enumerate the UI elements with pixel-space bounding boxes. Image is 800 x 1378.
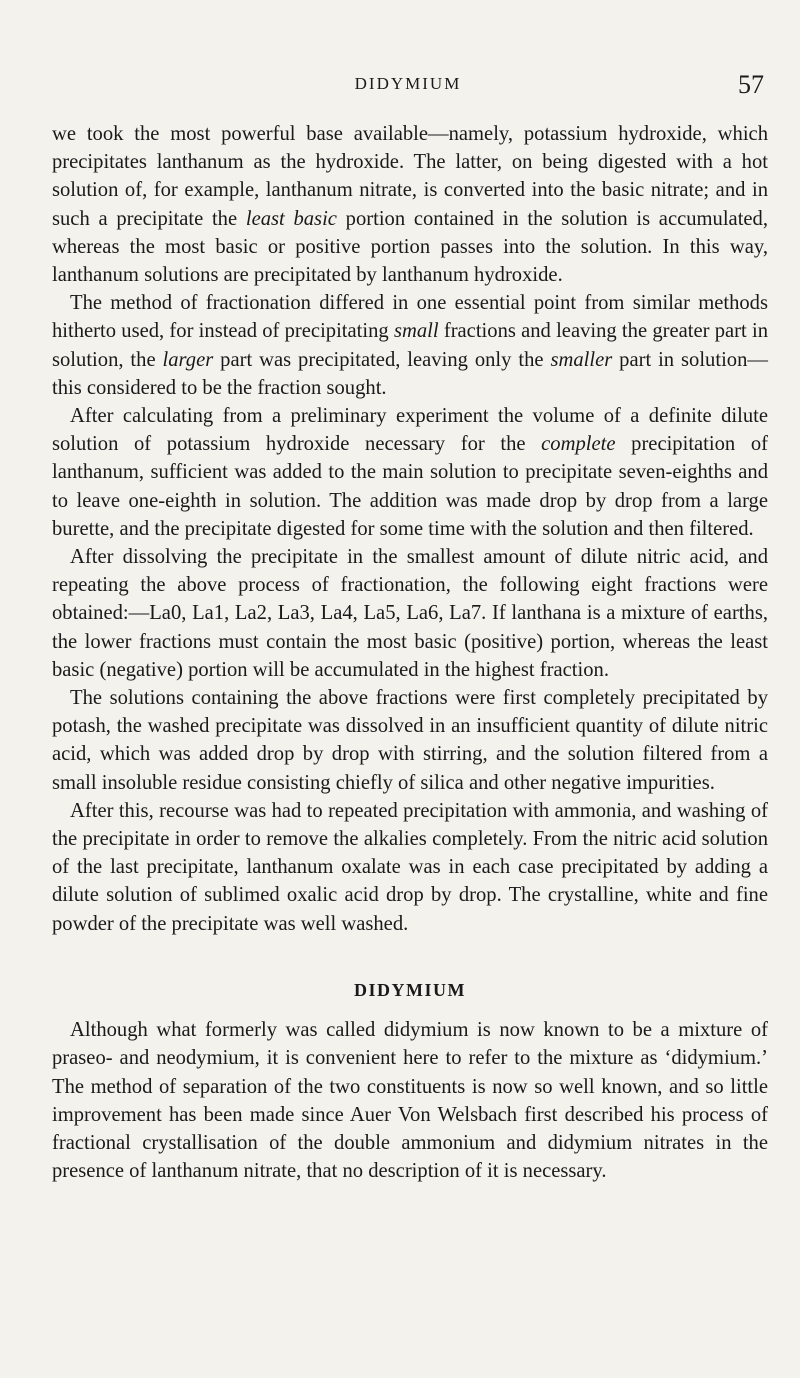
text-run: portion contained in the solution is accumulated, whereas the most basic or positive portion passes into the solution. In this way, lanthanum solutions are precipitated by lanthanum hydroxide. (52, 207, 769, 287)
text-run: After calculating from a preliminary experiment the volume of a definite dilute solution of potassium hydroxide necessary for the (52, 405, 768, 456)
text-run: fractions and leaving the greater part in solution, the (52, 320, 768, 371)
running-head (52, 70, 764, 100)
page-number: 57 (738, 70, 764, 99)
text-run: part was precipitated, leaving only the (213, 348, 551, 371)
text-run: After this, recourse was had to repeated precipitation with ammonia, and washing of the precipitate in order to remove the alkalies completely. From the nitric acid solution of the last precipitate, lanthanum oxalate was in each case precipitated by adding a dilute solution of sublimed oxalic acid drop by drop. The crystalline, white and fine powder of the precipitate was well washed. (52, 799, 768, 935)
body-text (52, 120, 768, 1185)
text-run: The method of fractionation differed in one essential point from similar methods hitherto used, for instead of precipitating (52, 292, 768, 343)
paragraph (52, 289, 768, 402)
paragraph (52, 797, 768, 938)
paragraph (52, 684, 768, 797)
text-run: part in solution—this considered to be the fraction sought. (52, 348, 768, 399)
text-run: we took the most powerful base available—namely, potassium hydroxide, which precipitates lanthanum as the hydroxide. The latter, on being digested with a hot solution of, for example, lanthanum nitrate, is converted into the basic nitrate; and in such a precipitate the (52, 123, 768, 230)
text-run: Although what formerly was called didymium is now known to be a mixture of praseo- and neodymium, it is convenient here to refer to the mixture as ‘didymium.’ The method of separation of the two constituents is now so well known, and so little improvement has been made since Auer Von Welsbach first described his process of fractional crystallisation of the double ammonium and didymium nitrates in the presence of lanthanum nitrate, that no description of it is necessary. (52, 1019, 768, 1183)
paragraph (52, 543, 768, 684)
text-run: The solutions containing the above fractions were first completely precipitated by potash, the washed precipitate was dissolved in an insufficient quantity of dilute nitric acid, which was added drop by drop with stirring, and the solution filtered from a small insoluble residue consisting chiefly of silica and other negative impurities. (52, 687, 768, 794)
section-heading: DIDYMIUM (354, 979, 466, 1000)
italic-run: least basic (245, 207, 337, 230)
text-run: precipitation of lanthanum, sufficient was added to the main solution to precipitate seven-eighths and to leave one-eighth in solution. The addition was made drop by drop from a large burette, and the precipitate digested for some time with the solution and then filtered. (52, 433, 769, 540)
paragraph (52, 120, 768, 289)
running-title: DIDYMIUM (354, 74, 462, 93)
italic-run: small (393, 320, 439, 343)
paragraph (52, 1016, 768, 1185)
paragraph (52, 402, 768, 543)
italic-run: complete (541, 433, 616, 456)
text-run: After dissolving the precipitate in the smallest amount of dilute nitric acid, and repeating the above process of fractionation, the following eight fractions were obtained:—La0, La1, La2, La3, La4, La5, La6, La7. If lanthana is a mixture of earths, the lower fractions must contain the most basic (positive) portion, whereas the least basic (negative) portion will be accumulated in the highest fraction. (52, 546, 768, 681)
italic-run: larger (162, 348, 214, 371)
italic-run: smaller (550, 348, 613, 371)
